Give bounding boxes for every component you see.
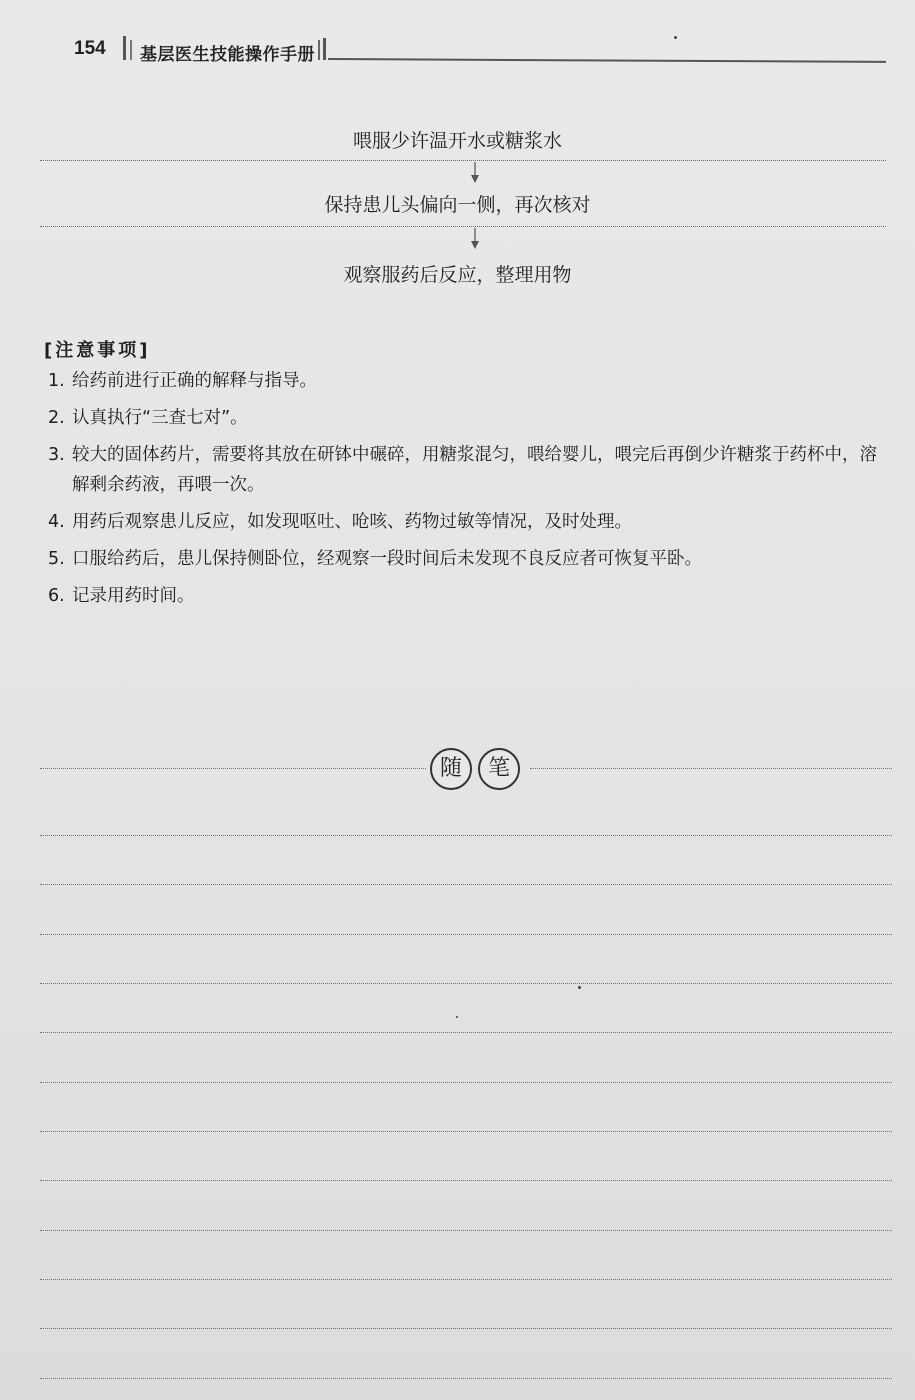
memo-line bbox=[40, 1082, 892, 1083]
memo-line bbox=[40, 1032, 892, 1033]
header-bar bbox=[123, 36, 126, 60]
memo-title-char: 笔 bbox=[478, 748, 520, 790]
memo-title-char: 随 bbox=[430, 748, 472, 790]
notes-heading: [注意事项] bbox=[44, 340, 151, 361]
memo-line bbox=[530, 768, 892, 769]
ink-speck bbox=[456, 1016, 458, 1018]
list-item: 2. 认真执行“三查七对”。 bbox=[48, 408, 248, 428]
memo-line bbox=[40, 768, 426, 769]
list-item: 4. 用药后观察患儿反应，如发现呕吐、呛咳、药物过敏等情况，及时处理。 bbox=[48, 512, 632, 532]
flow-step: 观察服药后反应，整理用物 bbox=[343, 264, 572, 286]
page-number: 154 bbox=[74, 38, 106, 59]
memo-line bbox=[40, 1279, 892, 1280]
memo-title bbox=[426, 748, 526, 792]
memo-line bbox=[40, 884, 892, 885]
list-item: 5. 口服给药后，患儿保持侧卧位，经观察一段时间后未发现不良反应者可恢复平卧。 bbox=[48, 549, 702, 569]
memo-line bbox=[40, 835, 892, 836]
down-arrow-icon bbox=[468, 228, 482, 250]
ink-speck bbox=[578, 986, 581, 989]
flow-divider bbox=[40, 226, 886, 227]
memo-line bbox=[40, 934, 892, 935]
memo-line bbox=[40, 1378, 892, 1379]
memo-line bbox=[40, 1180, 892, 1181]
list-item: 3. 较大的固体药片，需要将其放在研钵中碾碎，用糖浆混匀，喂给婴儿，喂完后再倒少许糖浆于药杯中，溶解剩余药液，再喂一次。 bbox=[48, 445, 877, 495]
flow-step: 喂服少许温开水或糖浆水 bbox=[352, 130, 562, 152]
flow-divider bbox=[40, 160, 886, 161]
book-title: 基层医生技能操作手册 bbox=[140, 45, 315, 65]
memo-line bbox=[40, 983, 892, 984]
ink-speck bbox=[674, 36, 677, 39]
memo-line bbox=[40, 1131, 892, 1132]
list-item: 1. 给药前进行正确的解释与指导。 bbox=[48, 371, 317, 391]
header-rule bbox=[328, 58, 886, 63]
memo-line bbox=[40, 1230, 892, 1231]
list-item: 6. 记录用药时间。 bbox=[48, 586, 195, 606]
down-arrow-icon bbox=[468, 162, 482, 184]
running-header bbox=[40, 34, 886, 74]
header-bar bbox=[130, 40, 132, 60]
memo-line bbox=[40, 1328, 892, 1329]
flow-step: 保持患儿头偏向一侧，再次核对 bbox=[324, 194, 591, 216]
header-bar bbox=[323, 38, 326, 60]
notes-list bbox=[48, 366, 893, 618]
header-bar bbox=[318, 40, 320, 60]
